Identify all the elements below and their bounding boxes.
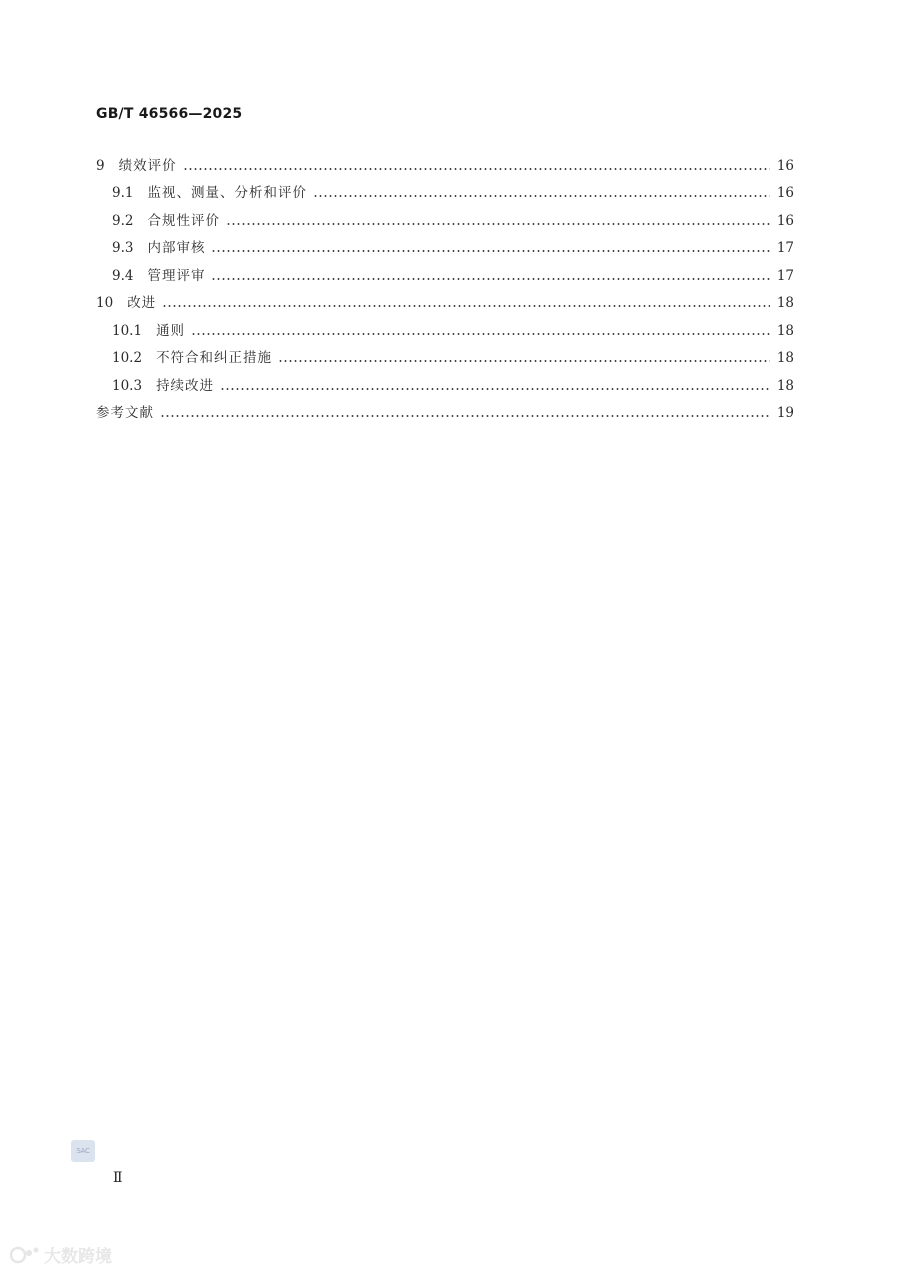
toc-title: 参考文献 — [96, 405, 154, 421]
toc-number: 10.2 — [112, 350, 143, 366]
toc-number: 9.4 — [112, 267, 134, 284]
toc-row[interactable] — [96, 339, 794, 367]
page-number: Ⅱ — [113, 1170, 123, 1186]
toc-number: 10 — [96, 295, 114, 311]
toc-title: 合规性评价 — [147, 212, 220, 229]
dot-leader — [211, 278, 770, 280]
toc-number: 9.1 — [112, 185, 134, 201]
toc-title: 通则 — [156, 322, 186, 339]
toc-row[interactable] — [96, 284, 794, 312]
toc-page: 17 — [776, 267, 794, 284]
dot-leader — [160, 415, 770, 417]
toc-title: 改进 — [127, 295, 157, 311]
toc-page: 18 — [776, 377, 794, 394]
toc-row[interactable] — [96, 256, 794, 284]
toc-number: 9.3 — [112, 240, 134, 256]
toc-page: 18 — [776, 295, 794, 311]
toc-row[interactable] — [96, 174, 794, 202]
dot-leader — [313, 195, 770, 197]
toc-row[interactable] — [96, 201, 794, 229]
toc-number: 10.1 — [112, 322, 143, 339]
document-code: GB/T 46566—2025 — [96, 106, 243, 122]
watermark — [10, 1242, 112, 1267]
toc-number: 9.2 — [112, 212, 134, 229]
dot-leader — [162, 305, 770, 307]
toc-title: 持续改进 — [156, 377, 215, 394]
toc-page: 16 — [776, 157, 794, 174]
toc-page: 16 — [776, 212, 794, 229]
toc-row[interactable] — [96, 146, 794, 174]
dot-leader — [226, 223, 770, 225]
toc-page: 17 — [776, 240, 794, 256]
toc-row[interactable] — [96, 394, 794, 422]
toc-title: 绩效评价 — [118, 157, 177, 174]
toc-page: 16 — [776, 185, 794, 201]
dot-leader — [183, 168, 770, 170]
toc-row[interactable] — [96, 311, 794, 339]
toc-row[interactable] — [96, 366, 794, 394]
toc-title: 内部审核 — [147, 240, 206, 256]
toc-page: 18 — [776, 322, 794, 339]
toc-number: 10.3 — [112, 377, 143, 394]
toc-page: 18 — [776, 350, 794, 366]
dot-leader — [211, 250, 770, 252]
watermark-text: 大数跨境 — [44, 1247, 112, 1267]
dot-leader — [191, 333, 770, 335]
toc-row[interactable] — [96, 229, 794, 257]
toc-title: 管理评审 — [147, 267, 206, 284]
toc-title: 不符合和纠正措施 — [156, 350, 273, 366]
dot-leader — [220, 388, 770, 390]
table-of-contents — [96, 146, 794, 421]
sac-logo-icon: SAC — [71, 1140, 95, 1162]
dot-leader — [278, 360, 770, 362]
toc-number: 9 — [96, 157, 105, 174]
watermark-logo-icon — [10, 1245, 40, 1265]
toc-page: 19 — [776, 405, 794, 421]
toc-title: 监视、测量、分析和评价 — [147, 185, 307, 201]
